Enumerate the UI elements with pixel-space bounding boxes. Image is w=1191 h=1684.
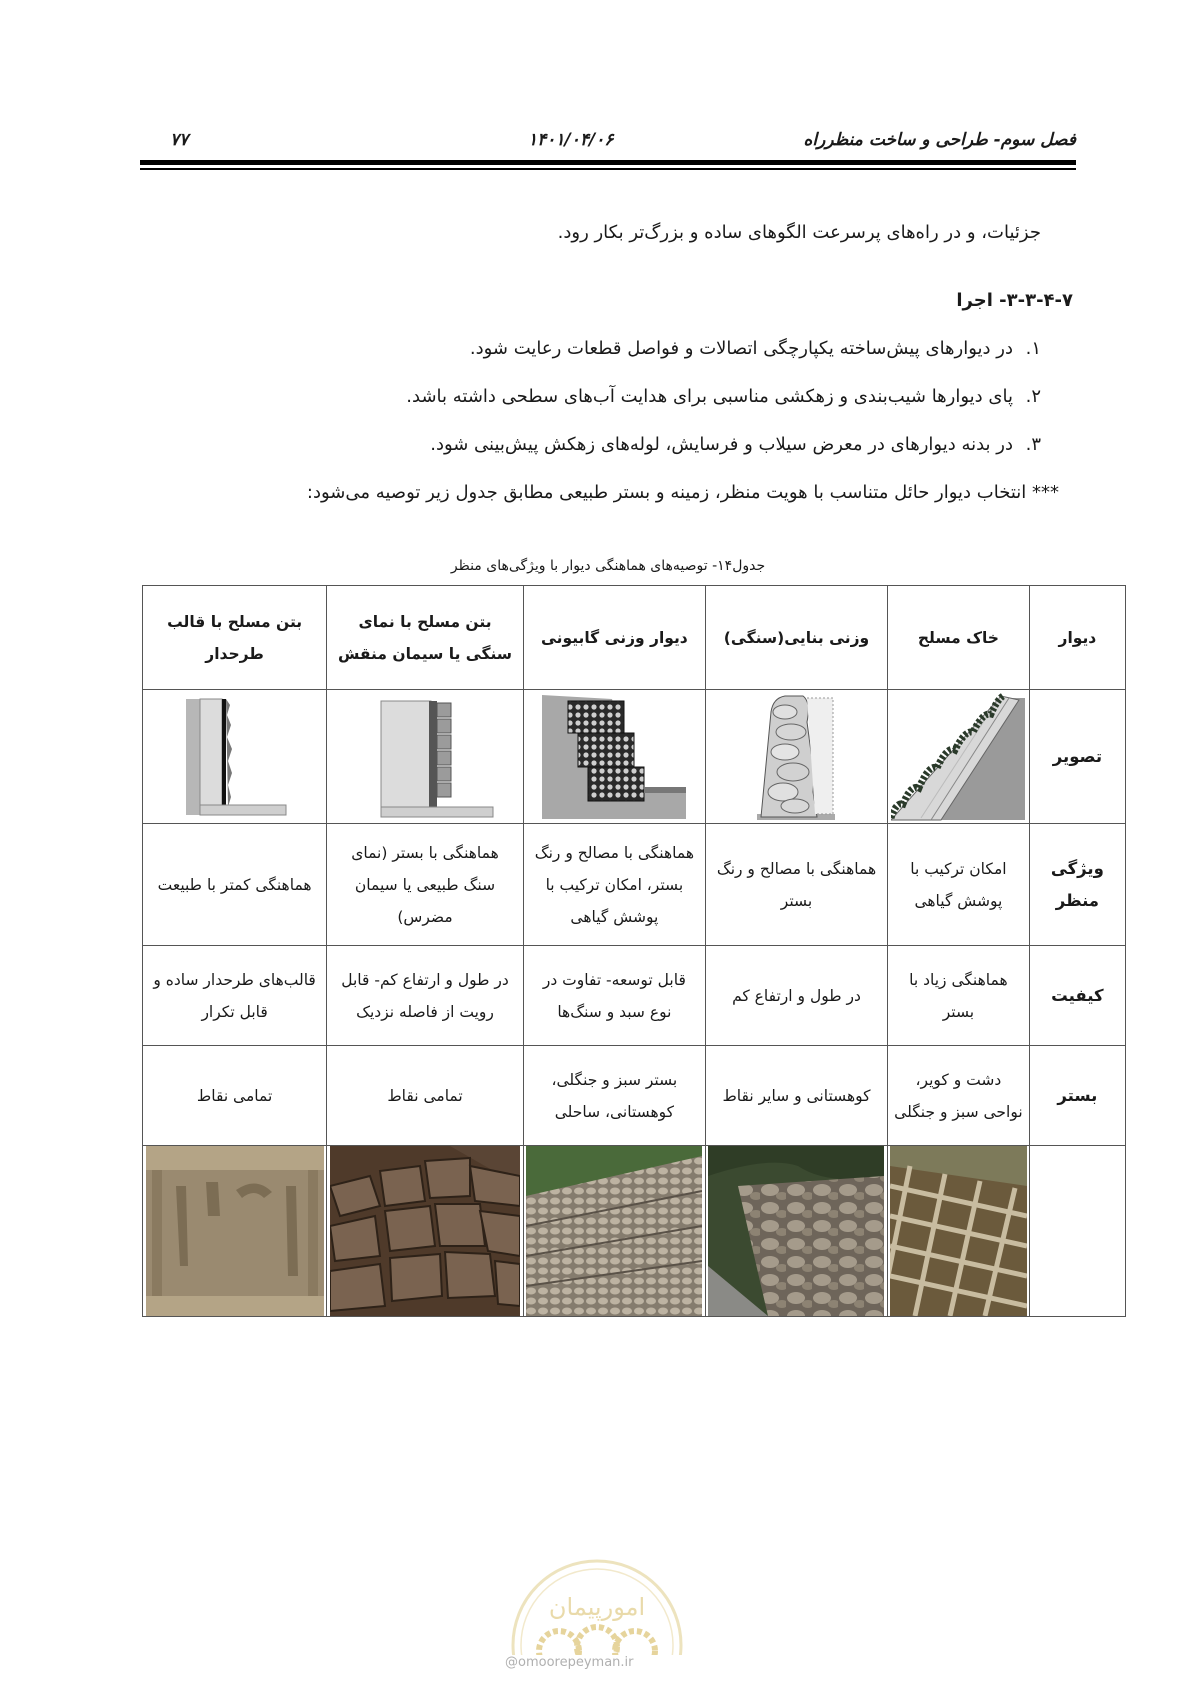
table-cell: تمامی نقاط	[327, 1046, 524, 1146]
gabion-wall-diagram	[523, 690, 705, 824]
empty-cell	[1029, 1146, 1125, 1317]
table-cell: قالب‌های طرحدار ساده و قابل تکرار	[143, 946, 327, 1046]
recommendation-note: *** انتخاب دیوار حائل متناسب با هویت منظر، زمینه و بستر طبیعی مطابق جدول زیر توصیه می‌شود:	[306, 482, 1059, 503]
col-header-reinforced-earth: خاک مسلح	[888, 586, 1030, 690]
wall-comparison-table	[142, 585, 1126, 1317]
patterned-concrete-diagram	[143, 690, 327, 824]
table-cell: هماهنگی با مصالح و رنگ بستر، امکان ترکیب با پوشش گیاهی	[523, 824, 705, 946]
col-header-masonry: وزنی بنایی(سنگی)	[705, 586, 887, 690]
col-header-stone-faced-concrete: بتن مسلح با نمای سنگی یا سیمان منقش	[327, 586, 524, 690]
col-header-patterned-concrete: بتن مسلح با قالب طرحدار	[143, 586, 327, 690]
reinforced-earth-photo	[888, 1146, 1030, 1317]
masonry-wall-diagram	[705, 690, 887, 824]
list-item: ۱.در دیوارهای پیش‌ساخته یکپارچگی اتصالات و فواصل قطعات رعایت شود.	[469, 338, 1041, 359]
row-label-bed: بستر	[1029, 1046, 1125, 1146]
row-label-image: تصویر	[1029, 690, 1125, 824]
table-cell: هماهنگی با مصالح و رنگ بستر	[705, 824, 887, 946]
section-heading: ۳-۳-۴-۷- اجرا	[956, 290, 1073, 311]
page-number: ۷۷	[170, 130, 189, 150]
row-label-visual: ویژگی منظر	[1029, 824, 1125, 946]
corner-cell: دیوار	[1029, 586, 1125, 690]
table-cell: هماهنگی کمتر با طبیعت	[143, 824, 327, 946]
table-row-bed	[143, 1046, 1126, 1146]
watermark-website: @omoorepeyman.ir	[505, 1655, 634, 1670]
stone-faced-concrete-photo	[327, 1146, 524, 1317]
table-cell: کوهستانی و سایر نقاط	[705, 1046, 887, 1146]
table-row-visual	[143, 824, 1126, 946]
table-caption: جدول۱۴- توصیه‌های هماهنگی دیوار با ویژگی‌های منظر	[450, 558, 766, 574]
table-cell: تمامی نقاط	[143, 1046, 327, 1146]
patterned-concrete-photo	[143, 1146, 327, 1317]
execution-list	[406, 338, 1041, 482]
row-label-quality: کیفیت	[1029, 946, 1125, 1046]
col-header-gabion: دیوار وزنی گابیونی	[523, 586, 705, 690]
table-row-quality	[143, 946, 1126, 1046]
table-cell: دشت و کویر، نواحی سبز و جنگلی	[888, 1046, 1030, 1146]
table-row-photos	[143, 1146, 1126, 1317]
page-header	[140, 126, 1076, 156]
masonry-wall-photo	[705, 1146, 887, 1317]
header-rule-thick	[140, 160, 1076, 165]
table-cell: هماهنگی زیاد با بستر	[888, 946, 1030, 1046]
list-item: ۳.در بدنه دیوارهای در معرض سیلاب و فرسایش، لوله‌های زهکش پیش‌بینی شود.	[430, 434, 1041, 455]
chapter-title: فصل سوم- طراحی و ساخت منظرراه	[803, 130, 1076, 150]
table-row-image	[143, 690, 1126, 824]
gabion-wall-photo	[523, 1146, 705, 1317]
header-rule-thin	[140, 168, 1076, 170]
svg-text:امورپیمان: امورپیمان	[548, 1593, 646, 1621]
table-cell: هماهنگی با بستر (نمای سنگ طبیعی یا سیمان مضرس)	[327, 824, 524, 946]
table-cell: قابل توسعه- تفاوت در نوع سبد و سنگ‌ها	[523, 946, 705, 1046]
table-cell: بستر سبز و جنگلی، کوهستانی، ساحلی	[523, 1046, 705, 1146]
list-item: ۲.پای دیوارها شیب‌بندی و زهکشی مناسبی برای هدایت آب‌های سطحی داشته باشد.	[406, 386, 1041, 407]
header-date: ۱۴۰۱/۰۴/۰۶	[528, 130, 614, 150]
table-header-row	[143, 586, 1126, 690]
table-cell: در طول و ارتفاع کم	[705, 946, 887, 1046]
intro-paragraph: جزئیات، و در راه‌های پرسرعت الگوهای ساده و بزرگ‌تر بکار رود.	[557, 222, 1041, 243]
table-cell: امکان ترکیب با پوشش گیاهی	[888, 824, 1030, 946]
reinforced-earth-diagram	[888, 690, 1030, 824]
table-cell: در طول و ارتفاع کم- قابل رویت از فاصله نزدیک	[327, 946, 524, 1046]
stone-faced-concrete-diagram	[327, 690, 524, 824]
watermark-logo	[507, 1555, 687, 1659]
